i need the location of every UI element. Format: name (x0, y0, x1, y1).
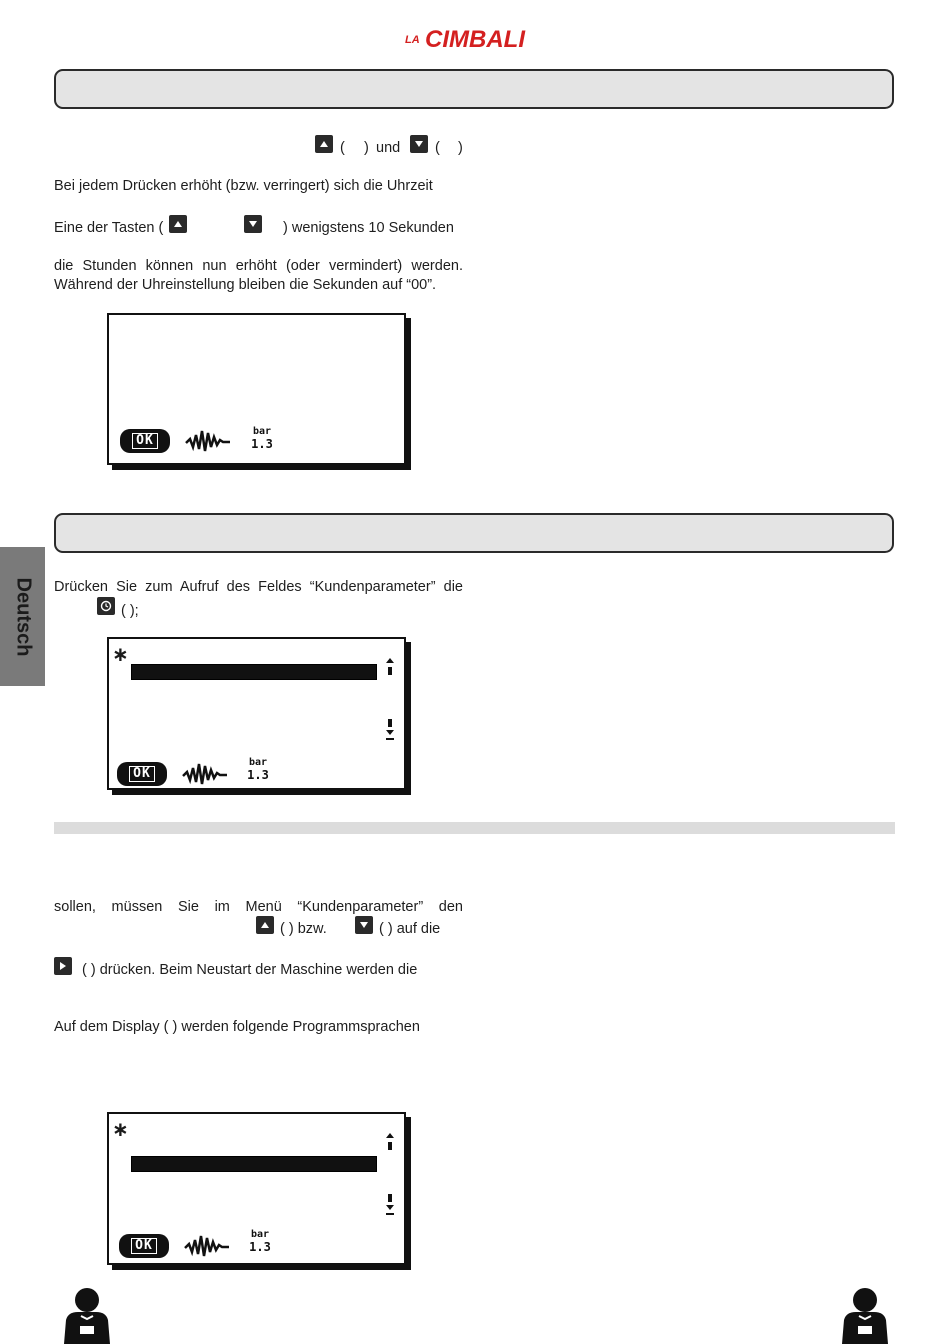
text-line: Während der Uhreinstellung bleiben die Sekunden auf “00”. (54, 277, 437, 293)
pressure-unit-label: bar (248, 757, 268, 768)
scrollbar[interactable] (384, 657, 396, 741)
text-line: Drücken Sie zum Aufruf des Feldes “Kundenparameter” die (54, 579, 463, 595)
pressure-unit-label: bar (250, 1229, 270, 1240)
pressure-unit-label: bar (252, 426, 272, 437)
pressure-value: 1.3 (247, 768, 269, 782)
scrollbar[interactable] (384, 1132, 396, 1216)
section-header-clock (54, 69, 894, 109)
pressure-value: 1.3 (251, 437, 273, 451)
lcd-star: ∗ (112, 1119, 129, 1141)
barista-icon (834, 1286, 896, 1344)
keys-line-close2: ) (458, 140, 463, 156)
right-arrow-key-icon (54, 957, 72, 975)
keys-line-open1: ( (340, 140, 345, 156)
section-header-customer-parameters (54, 513, 894, 553)
text-line: Auf dem Display ( ) werden folgende Programmsprachen (54, 1019, 420, 1035)
lcd-display-menu (107, 637, 406, 790)
side-tab-label: Deutsch (12, 577, 34, 656)
temperature-wave-icon (184, 1232, 230, 1260)
text-line: sollen, müssen Sie im Menü “Kundenparameter” den (54, 899, 463, 915)
keys-line-close1: ) (364, 140, 369, 156)
up-arrow-key-icon (256, 916, 274, 934)
keys-line-und: und (376, 140, 401, 156)
down-arrow-key-icon (355, 916, 373, 934)
ok-button-icon: OK (120, 429, 170, 453)
lcd-display-language (107, 1112, 406, 1265)
lcd-display (107, 313, 406, 465)
temperature-wave-icon (185, 427, 231, 455)
text-line: ) wenigstens 10 Sekunden (283, 220, 454, 236)
section-header-language (54, 822, 895, 834)
text-line: ( ) drücken. Beim Neustart der Maschine werden die (82, 962, 418, 978)
text-line: ( ) auf die (379, 921, 441, 937)
text-line: ( ) bzw. (280, 921, 327, 937)
down-arrow-key-icon (410, 135, 428, 153)
lcd-selected-row (131, 664, 377, 680)
lacimbali-logo (405, 22, 545, 54)
lcd-star: ∗ (112, 644, 129, 666)
barista-icon (56, 1286, 118, 1344)
lcd-selected-row (131, 1156, 377, 1172)
text-line: Bei jedem Drücken erhöht (bzw. verringert) sich die Uhrzeit (54, 178, 433, 194)
keys-line-open2: ( (435, 140, 440, 156)
text-line: die Stunden können nun erhöht (oder vermindert) werden. (54, 258, 463, 274)
temperature-wave-icon (182, 760, 228, 788)
logo-name: CIMBALI (425, 26, 525, 53)
up-arrow-key-icon (169, 215, 187, 233)
down-arrow-key-icon (244, 215, 262, 233)
text-line: ( ); (121, 603, 139, 619)
up-arrow-key-icon (315, 135, 333, 153)
pressure-value: 1.3 (249, 1240, 271, 1254)
ok-button-icon: OK (119, 1234, 169, 1258)
ok-button-icon: OK (117, 762, 167, 786)
logo-prefix: LA (405, 34, 420, 46)
language-side-tab (0, 547, 45, 686)
text-line: Eine der Tasten ( (54, 220, 164, 236)
clock-key-icon (97, 597, 115, 615)
